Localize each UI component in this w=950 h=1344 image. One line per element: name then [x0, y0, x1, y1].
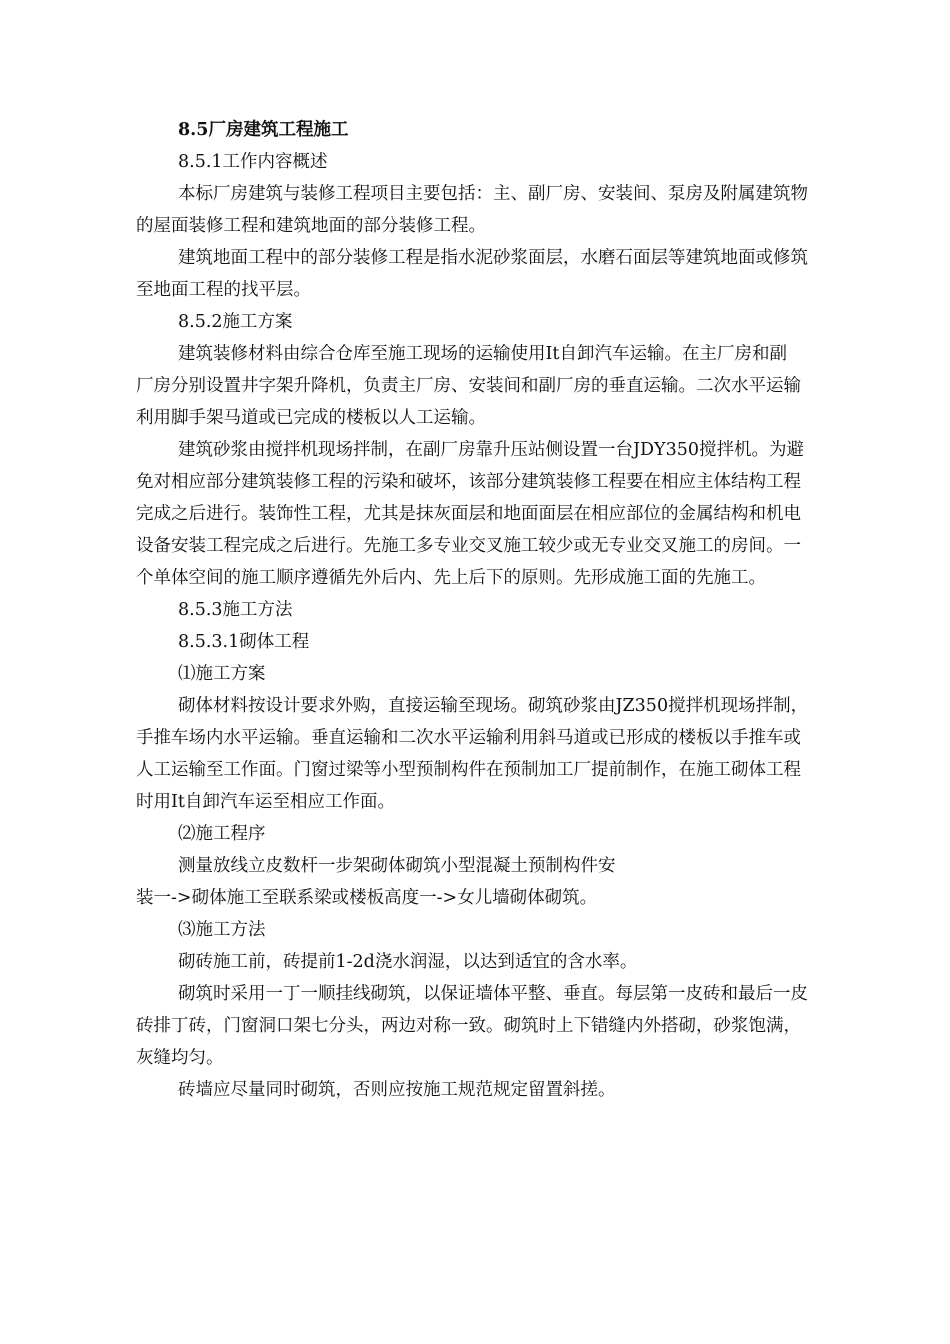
- text-line: 建筑装修材料由综合仓库至施工现场的运输使用It自卸汽车运输。在主厂房和副: [178, 344, 787, 364]
- text-line: 手推车场内水平运输。垂直运输和二次水平运输利用斜马道或已形成的楼板以手推车或: [136, 728, 801, 748]
- text-line: 砌筑时采用一丁一顺挂线砌筑，以保证墙体平整、垂直。每层第一皮砖和最后一皮: [178, 984, 808, 1004]
- heading-8-5-2: 8.5.2施工方案: [178, 312, 293, 332]
- text-line: 设备安装工程完成之后进行。先施工多专业交叉施工较少或无专业交叉施工的房间。一: [136, 536, 801, 556]
- subheading-construction-method: ⑶施工方法: [178, 920, 266, 940]
- document-body: [136, 114, 872, 1106]
- text-line: 个单体空间的施工顺序遵循先外后内、先上后下的原则。先形成施工面的先施工。: [136, 568, 766, 588]
- text-line: 砖墙应尽量同时砌筑，否则应按施工规范规定留置斜搓。: [178, 1080, 616, 1100]
- paragraph-floor-finish: [136, 242, 872, 306]
- text-line: 厂房分别设置井字架升降机，负责主厂房、安装间和副厂房的垂直运输。二次水平运输: [136, 376, 801, 396]
- text-line: 完成之后进行。装饰性工程，尤其是抹灰面层和地面面层在相应部位的金属结构和机电: [136, 504, 801, 524]
- paragraph-masonry-materials: [136, 690, 872, 818]
- subheading-construction-plan: ⑴施工方案: [178, 664, 266, 684]
- section-title: 8.5厂房建筑工程施工: [178, 120, 349, 140]
- text-line: 免对相应部分建筑装修工程的污染和破坏，该部分建筑装修工程要在相应主体结构工程: [136, 472, 801, 492]
- text-line: 灰缝均匀。: [136, 1048, 224, 1068]
- text-line: 建筑地面工程中的部分装修工程是指水泥砂浆面层，水磨石面层等建筑地面或修筑: [178, 248, 808, 268]
- text-line: 砌砖施工前，砖提前1-2d浇水润湿，以达到适宜的含水率。: [178, 952, 638, 972]
- text-line: 建筑砂浆由搅拌机现场拌制，在副厂房靠升压站侧设置一台JDY350搅拌机。为避: [178, 440, 804, 460]
- paragraph-brick-wetting: [136, 946, 872, 978]
- paragraph-mortar: [136, 434, 872, 594]
- paragraph-wall-joints: [136, 1074, 872, 1106]
- text-line: 测量放线立皮数杆一步架砌体砌筑小型混凝土预制构件安: [178, 856, 616, 876]
- heading-8-5-1: 8.5.1工作内容概述: [178, 152, 328, 172]
- paragraph-scope: [136, 178, 872, 242]
- text-line: 砖排丁砖，门窗洞口架七分头，两边对称一致。砌筑时上下错缝内外搭砌，砂浆饱满，: [136, 1016, 801, 1036]
- paragraph-transport: [136, 338, 872, 434]
- heading-8-5-3-1: 8.5.3.1砌体工程: [178, 632, 310, 652]
- text-line: 的屋面装修工程和建筑地面的部分装修工程。: [136, 216, 486, 236]
- paragraph-procedure: [136, 850, 872, 914]
- text-line: 砌体材料按设计要求外购，直接运输至现场。砌筑砂浆由JZ350搅拌机现场拌制，: [178, 696, 809, 716]
- subheading-construction-procedure: ⑵施工程序: [178, 824, 266, 844]
- text-line: 至地面工程的找平层。: [136, 280, 311, 300]
- heading-8-5-3: 8.5.3施工方法: [178, 600, 293, 620]
- paragraph-bricklaying: [136, 978, 872, 1074]
- text-line: 时用It自卸汽车运至相应工作面。: [136, 792, 395, 812]
- text-line: 装一->砌体施工至联系梁或楼板高度一->女儿墙砌体砌筑。: [136, 888, 598, 908]
- text-line: 人工运输至工作面。门窗过梁等小型预制构件在预制加工厂提前制作，在施工砌体工程: [136, 760, 801, 780]
- text-line: 利用脚手架马道或已完成的楼板以人工运输。: [136, 408, 486, 428]
- text-line: 本标厂房建筑与装修工程项目主要包括：主、副厂房、安装间、泵房及附属建筑物: [178, 184, 808, 204]
